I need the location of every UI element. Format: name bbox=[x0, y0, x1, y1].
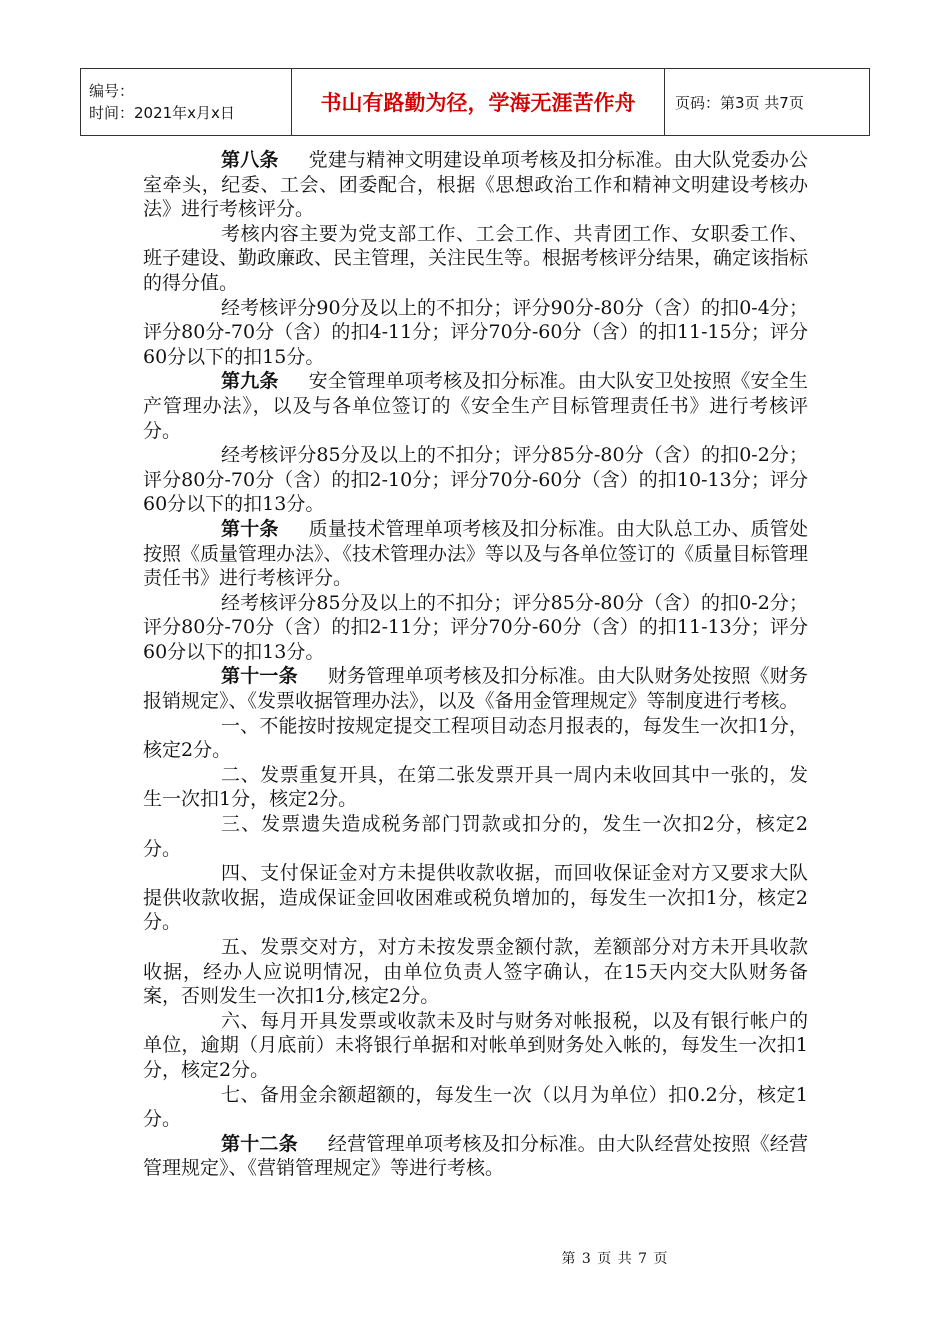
paragraph-text: 党建与精神文明建设单项考核及扣分标准。由大队党委办公室牵头，纪委、工会、团委配合，根据《思想政治工作和精神文明建设考核办法》进行考核评分。 bbox=[143, 149, 808, 221]
paragraph-text: 二、发票重复开具，在第二张发票开具一周内未收回其中一张的，发生一次扣1分，核定2分。 bbox=[143, 763, 808, 811]
paragraph-text: 财务管理单项考核及扣分标准。由大队财务处按照《财务报销规定》、《发票收据管理办法》，以及《备用金管理规定》等制度进行考核。 bbox=[143, 665, 808, 713]
paragraph bbox=[143, 296, 808, 370]
paragraph bbox=[143, 812, 808, 861]
paragraph bbox=[143, 443, 808, 517]
page-footer-text: 第 3 页 共 7 页 bbox=[561, 1251, 669, 1267]
document-number-label: 编号： bbox=[89, 82, 135, 100]
paragraph-text: 经营管理单项考核及扣分标准。由大队经营处按照《经营管理规定》、《营销管理规定》等进行考核。 bbox=[143, 1132, 808, 1180]
paragraph bbox=[143, 1132, 808, 1181]
paragraph-text: 四、支付保证金对方未提供收款收据，而回收保证金对方又要求大队提供收款收据，造成保证金回收困难或税负增加的，每发生一次扣1分，核定2分。 bbox=[143, 862, 808, 934]
article-title: 第八条 bbox=[221, 149, 279, 171]
paragraph bbox=[143, 1083, 808, 1132]
article-title: 第九条 bbox=[221, 370, 279, 393]
article-title: 第十条 bbox=[221, 517, 279, 540]
header-table bbox=[80, 68, 870, 136]
paragraph bbox=[143, 1009, 808, 1083]
document-body bbox=[143, 148, 808, 1181]
document-time-label: 时间：2021年x月x日 bbox=[89, 104, 235, 122]
paragraph-text: 考核内容主要为党支部工作、工会工作、共青团工作、女职委工作、班子建设、勤政廉政、民主管理，关注民生等。根据考核评分结果，确定该指标的得分值。 bbox=[143, 222, 809, 294]
paragraph-text: 六、每月开具发票或收款未及时与财务对帐报税，以及有银行帐户的单位，逾期（月底前）未将银行单据和对帐单到财务处入帐的，每发生一次扣1分，核定2分。 bbox=[143, 1009, 808, 1081]
paragraph-text: 一、不能按时按规定提交工程项目动态月报表的，每发生一次扣1分，核定2分。 bbox=[143, 714, 808, 762]
paragraph bbox=[143, 591, 808, 665]
paragraph bbox=[143, 935, 808, 1009]
paragraph-text: 安全管理单项考核及扣分标准。由大队安卫处按照《安全生产管理办法》，以及与各单位签订的《安全生产目标管理责任书》进行考核评分。 bbox=[143, 370, 808, 442]
paragraph bbox=[143, 148, 808, 222]
paragraph-text: 质量技术管理单项考核及扣分标准。由大队总工办、质管处按照《质量管理办法》、《技术管理办法》等以及与各单位签订的《质量目标管理责任书》进行考核评分。 bbox=[143, 517, 809, 590]
paragraph bbox=[143, 763, 808, 812]
header-meta bbox=[81, 69, 292, 136]
paragraph-text: 五、发票交对方，对方未按发票金额付款，差额部分对方未开具收款收据，经办人应说明情况，由单位负责人签字确认，在15天内交大队财务备案，否则发生一次扣1分,核定2分。 bbox=[143, 936, 808, 1008]
page-footer bbox=[0, 1248, 950, 1268]
paragraph bbox=[143, 517, 808, 591]
paragraph-text: 经考核评分85分及以上的不扣分；评分85分-80分（含）的扣0-2分；评分80分-70分（含）的扣2-10分；评分70分-60分（含）的扣10-13分；评分60分以下的扣13分。 bbox=[143, 444, 808, 516]
paragraph bbox=[143, 714, 808, 763]
paragraph-text: 七、备用金余额超额的，每发生一次（以月为单位）扣0.2分，核定1分。 bbox=[143, 1083, 808, 1131]
paragraph bbox=[143, 664, 808, 713]
paragraph bbox=[143, 369, 808, 443]
paragraph-text: 三、发票遗失造成税务部门罚款或扣分的，发生一次扣2分，核定2分。 bbox=[143, 813, 808, 860]
paragraph bbox=[143, 861, 808, 935]
header-page-number: 页码：第3页 共7页 bbox=[665, 69, 870, 136]
paragraph bbox=[143, 222, 808, 296]
article-title: 第十一条 bbox=[221, 665, 298, 688]
header-motto: 书山有路勤为径，学海无涯苦作舟 bbox=[292, 69, 665, 136]
paragraph-text: 经考核评分85分及以上的不扣分；评分85分-80分（含）的扣0-2分；评分80分-70分（含）的扣2-11分；评分70分-60分（含）的扣11-13分；评分60分以下的扣13分。 bbox=[143, 591, 808, 663]
article-title: 第十二条 bbox=[221, 1132, 298, 1155]
paragraph-text: 经考核评分90分及以上的不扣分；评分90分-80分（含）的扣0-4分；评分80分-70分（含）的扣4-11分；评分70分-60分（含）的扣11-15分；评分60分以下的扣15分。 bbox=[143, 296, 808, 368]
